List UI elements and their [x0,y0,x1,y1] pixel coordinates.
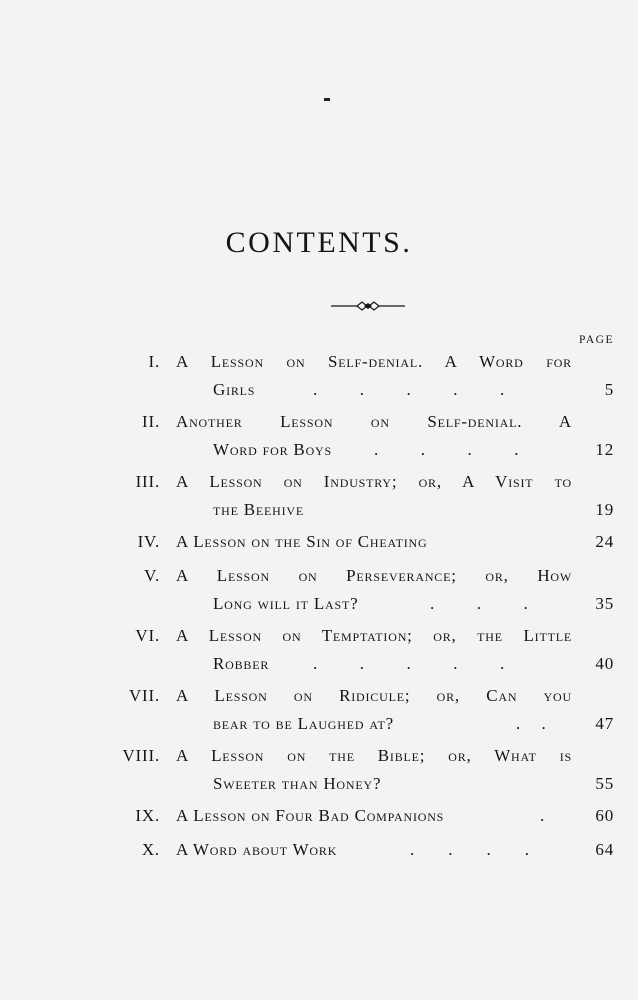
chapter-title: A Lesson on Ridicule; or, Can you [176,686,572,705]
chapter-number: IV. [137,532,160,551]
ornament-divider [331,299,405,313]
page-number: 60 [595,806,614,825]
dot-leader: . . . . [410,840,529,859]
page-number: 47 [595,714,614,733]
chapter-title: A Lesson on the Sin of Cheating [176,532,428,551]
dot-leader: . . [516,714,546,733]
stray-ink-mark [324,98,330,101]
page-number: 5 [604,380,614,399]
chapter-number: IX. [135,806,160,825]
page-number: 19 [595,500,614,519]
dot-leader: . . . [430,594,528,613]
chapter-title: Another Lesson on Self-denial. A [176,412,572,431]
chapter-title: A Lesson on Industry; or, A Visit to [176,472,572,491]
chapter-number: VI. [135,626,160,645]
chapter-title-cont: Long will it Last? [213,594,359,613]
dot-leader: . . . . . [313,654,505,673]
page-number: 12 [595,440,614,459]
chapter-title: A Lesson on Perseverance; or, How [176,566,572,585]
chapter-title-cont: the Beehive [213,500,305,519]
chapter-title: A Lesson on Four Bad Companions [176,806,445,825]
chapter-number: VII. [128,686,160,705]
chapter-title: A Lesson on the Bible; or, What is [176,746,572,765]
chapter-number: X. [141,840,160,859]
chapter-number: VIII. [122,746,160,765]
chapter-number: III. [135,472,160,491]
chapter-title: A Word about Work [176,840,338,859]
chapter-title-cont: Sweeter than Honey? [213,774,382,793]
chapter-number: II. [142,412,160,431]
page-number: 55 [595,774,614,793]
chapter-title: A Lesson on Self-denial. A Word for [176,352,572,371]
dot-leader: . [540,806,545,825]
chapter-title-cont: Girls [213,380,256,399]
dot-leader: . . . . [374,440,519,459]
page-number: 24 [595,532,614,551]
page-column-header: PAGE [579,334,614,346]
page-title: CONTENTS. [225,226,413,259]
chapter-number: V. [144,566,160,585]
chapter-number: I. [148,352,160,371]
page-number: 35 [595,594,614,613]
dot-leader: . . . . . [313,380,505,399]
chapter-title-cont: Word for Boys [213,440,332,459]
chapter-title: A Lesson on Temptation; or, the Little [176,626,572,645]
page-number: 40 [595,654,614,673]
chapter-title-cont: bear to be Laughed at? [213,714,394,733]
chapter-title-cont: Robber [213,654,270,673]
page-number: 64 [595,840,614,859]
